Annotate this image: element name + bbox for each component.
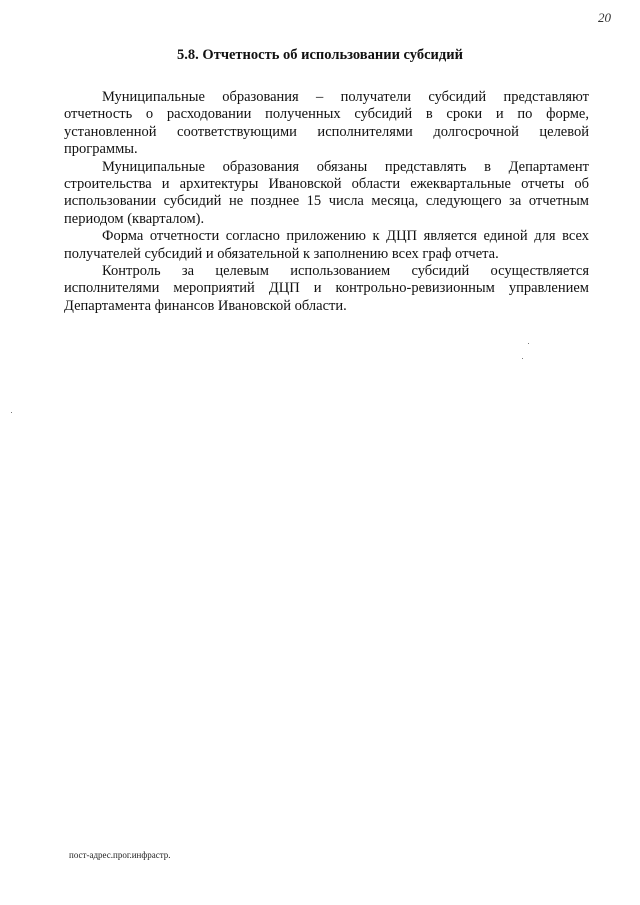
section-title: 5.8. Отчетность об использовании субсидий — [177, 47, 463, 63]
scan-speck — [528, 343, 529, 344]
paragraph-reporting: Муниципальные образования – получатели субсидий представляют отчетность о расходовании полученных субсидий в сроки и по форме, установленной соответствующими исполнителями долгосрочной целевой программы. — [64, 89, 589, 158]
paragraph-control: Контроль за целевым использованием субсидий осуществляется исполнителями мероприятий ДЦП и контрольно-ревизионным управлением Департамента финансов Ивановской области. — [64, 263, 589, 314]
paragraph-deadline: Муниципальные образования обязаны представлять в Департамент строительства и архитектуры Ивановской области ежеквартальные отчеты об использовании субсидий не позднее 15 числа месяца, следующего за отчетным периодом (кварталом). — [64, 158, 589, 227]
page-number: 20 — [598, 10, 611, 25]
scan-speck — [11, 412, 12, 413]
document-body — [64, 89, 589, 315]
footer-file-code: пост-адрес.прог.инфрастр. — [69, 850, 171, 860]
paragraph-form: Форма отчетности согласно приложению к ДЦП является единой для всех получателей субсидий и обязательной к заполнению всех граф отчета. — [64, 228, 589, 262]
scan-speck — [522, 358, 523, 359]
